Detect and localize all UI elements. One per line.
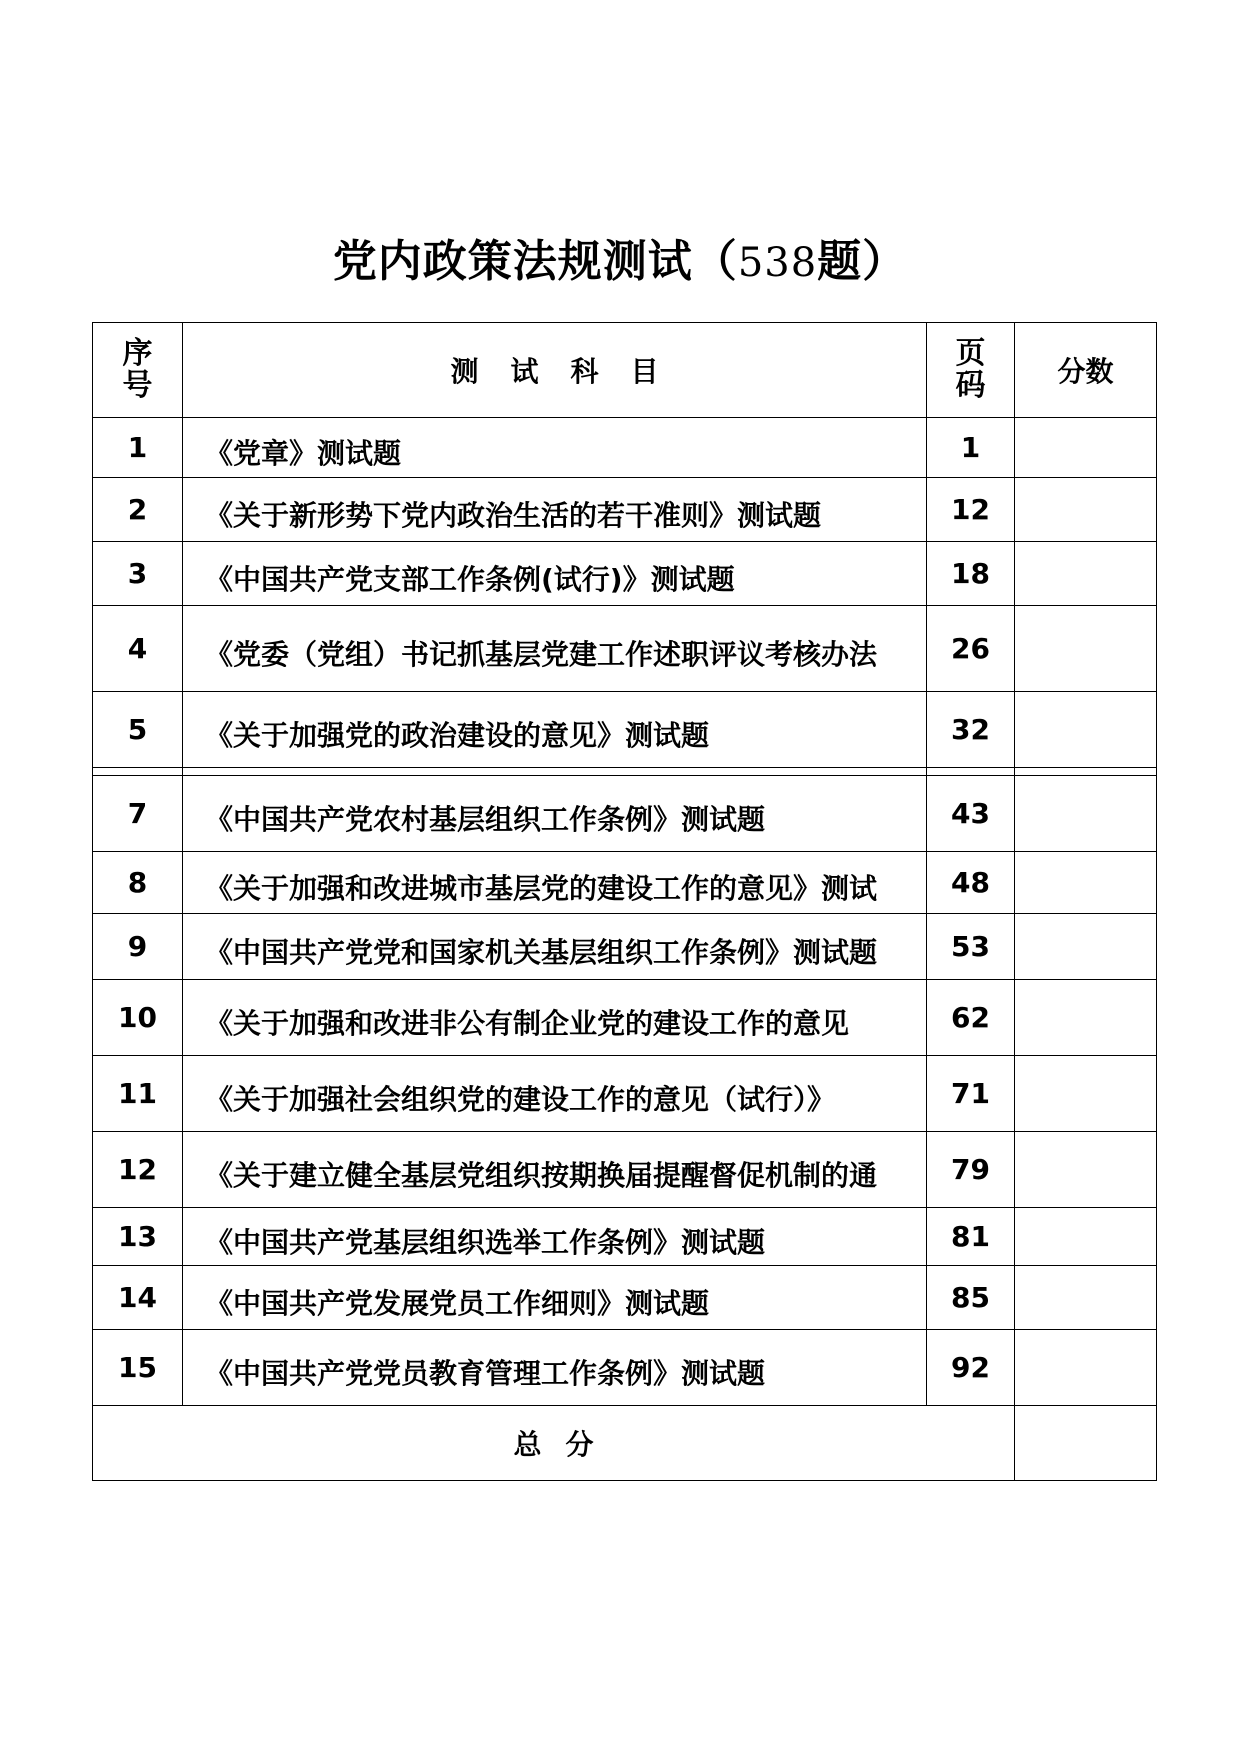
total-score xyxy=(1015,1406,1157,1481)
total-row xyxy=(93,1406,1157,1481)
row-index-cell xyxy=(93,1330,183,1406)
row-score xyxy=(1015,1330,1157,1406)
table-row xyxy=(93,542,1157,606)
row-score xyxy=(1015,1056,1157,1132)
row-page-cell xyxy=(927,1132,1015,1208)
row-page-cell xyxy=(927,478,1015,542)
row-score xyxy=(1015,776,1157,852)
row-index-cell xyxy=(93,1208,183,1266)
row-subject-cell xyxy=(183,1132,927,1208)
row-subject: 《中国共产党支部工作条例(试行)》测试题 xyxy=(205,562,735,596)
gap-cell xyxy=(183,768,927,776)
table-row xyxy=(93,418,1157,478)
row-index-cell xyxy=(93,980,183,1056)
row-score xyxy=(1015,980,1157,1056)
table-row xyxy=(93,852,1157,914)
row-score xyxy=(1015,418,1157,478)
row-subject-cell xyxy=(183,980,927,1056)
row-index-cell xyxy=(93,914,183,980)
row-index: 8 xyxy=(127,865,148,899)
table-body xyxy=(93,418,1157,1481)
header-score: 分数 xyxy=(1015,323,1157,418)
row-page-cell xyxy=(927,542,1015,606)
row-subject-cell xyxy=(183,418,927,478)
row-page: 81 xyxy=(951,1219,990,1253)
row-score xyxy=(1015,606,1157,692)
title-count: 538 xyxy=(737,240,818,286)
gap-cell xyxy=(1015,768,1157,776)
row-index: 15 xyxy=(118,1350,157,1384)
row-subject-cell xyxy=(183,776,927,852)
row-subject-cell xyxy=(183,914,927,980)
row-page-cell xyxy=(927,1208,1015,1266)
row-score xyxy=(1015,1208,1157,1266)
row-subject-cell xyxy=(183,692,927,768)
row-index: 1 xyxy=(127,430,148,464)
row-score xyxy=(1015,692,1157,768)
row-score xyxy=(1015,478,1157,542)
table-row xyxy=(93,692,1157,768)
table-row xyxy=(93,478,1157,542)
row-subject-cell xyxy=(183,852,927,914)
row-index-cell xyxy=(93,1266,183,1330)
row-page-cell xyxy=(927,914,1015,980)
table-row xyxy=(93,1132,1157,1208)
row-page-cell xyxy=(927,606,1015,692)
row-subject-cell xyxy=(183,542,927,606)
row-page: 53 xyxy=(951,929,990,963)
row-page-cell xyxy=(927,852,1015,914)
row-subject: 《关于加强和改进城市基层党的建设工作的意见》测试 xyxy=(205,871,878,905)
row-page-cell xyxy=(927,1330,1015,1406)
table-row xyxy=(93,1208,1157,1266)
table-header-row xyxy=(93,323,1157,418)
header-page: 页码 xyxy=(955,336,986,403)
row-index: 9 xyxy=(127,929,148,963)
row-subject-cell xyxy=(183,1266,927,1330)
title-main: 党内政策法规测试（ xyxy=(332,236,738,287)
row-subject: 《关于加强社会组织党的建设工作的意见（试行）》 xyxy=(205,1082,836,1116)
row-page: 79 xyxy=(951,1152,990,1186)
row-subject: 《中国共产党农村基层组织工作条例》测试题 xyxy=(205,802,766,836)
row-page-cell xyxy=(927,418,1015,478)
row-page-cell xyxy=(927,1056,1015,1132)
header-index-cell xyxy=(93,323,183,418)
row-score xyxy=(1015,542,1157,606)
table-row xyxy=(93,1266,1157,1330)
row-index: 5 xyxy=(127,712,148,746)
table-row xyxy=(93,606,1157,692)
row-index-cell xyxy=(93,776,183,852)
row-index: 7 xyxy=(127,796,148,830)
row-score xyxy=(1015,852,1157,914)
row-page: 92 xyxy=(951,1350,990,1384)
row-subject: 《中国共产党发展党员工作细则》测试题 xyxy=(205,1286,710,1320)
row-index-cell xyxy=(93,692,183,768)
row-page-cell xyxy=(927,776,1015,852)
page-title xyxy=(0,232,1240,293)
row-page: 62 xyxy=(951,1000,990,1034)
row-index-cell xyxy=(93,852,183,914)
row-index-cell xyxy=(93,1132,183,1208)
row-page: 43 xyxy=(951,796,990,830)
row-subject-cell xyxy=(183,1330,927,1406)
row-page: 48 xyxy=(951,865,990,899)
table-row xyxy=(93,914,1157,980)
row-score xyxy=(1015,914,1157,980)
table-row xyxy=(93,980,1157,1056)
row-index: 13 xyxy=(118,1219,157,1253)
total-label: 总分 xyxy=(93,1406,1015,1481)
row-page: 12 xyxy=(951,492,990,526)
row-subject-cell xyxy=(183,1208,927,1266)
row-index: 4 xyxy=(127,631,148,665)
row-subject-cell xyxy=(183,1056,927,1132)
row-subject: 《中国共产党党员教育管理工作条例》测试题 xyxy=(205,1356,766,1390)
row-page: 32 xyxy=(951,712,990,746)
row-index-cell xyxy=(93,606,183,692)
row-index: 11 xyxy=(118,1076,157,1110)
row-page: 85 xyxy=(951,1280,990,1314)
row-page-cell xyxy=(927,1266,1015,1330)
row-index-cell xyxy=(93,418,183,478)
row-index: 14 xyxy=(118,1280,157,1314)
title-suffix: 题） xyxy=(817,236,908,287)
contents-table xyxy=(92,322,1157,1481)
gap-cell xyxy=(93,768,183,776)
row-score xyxy=(1015,1266,1157,1330)
table-row xyxy=(93,1330,1157,1406)
row-subject: 《关于加强和改进非公有制企业党的建设工作的意见 xyxy=(205,1006,850,1040)
row-index: 10 xyxy=(118,1000,157,1034)
row-index-cell xyxy=(93,542,183,606)
row-subject: 《中国共产党党和国家机关基层组织工作条例》测试题 xyxy=(205,935,878,969)
row-index-cell xyxy=(93,478,183,542)
table-row xyxy=(93,1056,1157,1132)
row-page-cell xyxy=(927,980,1015,1056)
row-subject: 《中国共产党基层组织选举工作条例》测试题 xyxy=(205,1225,766,1259)
header-page-cell xyxy=(927,323,1015,418)
row-index: 2 xyxy=(127,492,148,526)
row-subject-cell xyxy=(183,606,927,692)
header-subject: 测试科目 xyxy=(183,323,927,418)
row-page: 18 xyxy=(951,556,990,590)
row-subject: 《党章》测试题 xyxy=(205,436,402,470)
row-index-cell xyxy=(93,1056,183,1132)
row-page: 71 xyxy=(951,1076,990,1110)
row-subject-cell xyxy=(183,478,927,542)
row-subject: 《关于建立健全基层党组织按期换届提醒督促机制的通 xyxy=(205,1158,878,1192)
row-subject: 《关于加强党的政治建设的意见》测试题 xyxy=(205,718,710,752)
row-subject: 《关于新形势下党内政治生活的若干准则》测试题 xyxy=(205,498,822,532)
row-score xyxy=(1015,1132,1157,1208)
row-index: 3 xyxy=(127,556,148,590)
row-subject: 《党委（党组）书记抓基层党建工作述职评议考核办法 xyxy=(205,637,878,671)
row-page: 1 xyxy=(960,430,981,464)
row-index: 12 xyxy=(118,1152,157,1186)
table-row xyxy=(93,776,1157,852)
gap-cell xyxy=(927,768,1015,776)
table-gap-row xyxy=(93,768,1157,776)
header-index: 序号 xyxy=(122,336,153,403)
row-page-cell xyxy=(927,692,1015,768)
row-page: 26 xyxy=(951,631,990,665)
